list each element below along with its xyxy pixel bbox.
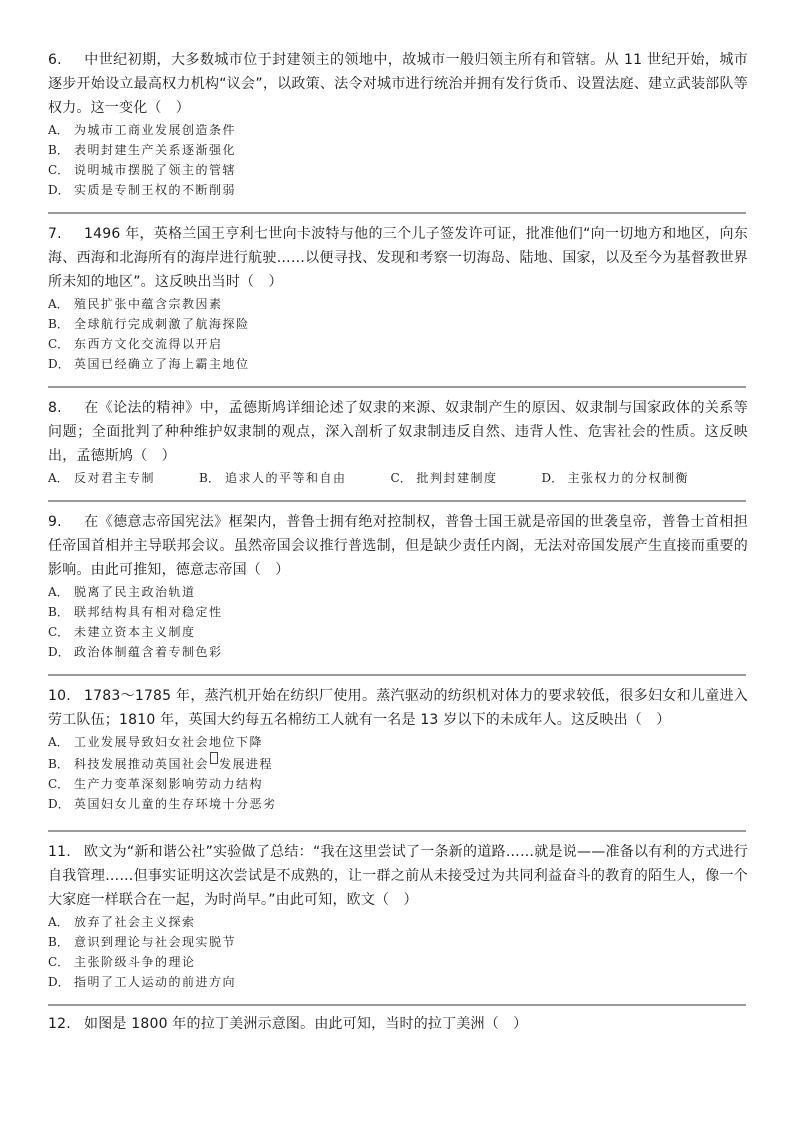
option-d[interactable]: D． 英国妇女儿童的生存环境十分恶劣 xyxy=(48,797,277,811)
question-stem: 如图是 1800 年的拉丁美洲示意图。由此可知，当时的拉丁美洲（ ） xyxy=(84,1016,528,1032)
option-list xyxy=(48,582,748,662)
question-9 xyxy=(48,510,748,662)
question-7 xyxy=(48,222,748,374)
question-divider xyxy=(48,386,746,388)
question-number: 8. xyxy=(48,400,62,416)
option-c[interactable]: C． 说明城市摆脱了领主的管辖 xyxy=(48,163,237,177)
question-11 xyxy=(48,840,748,992)
question-divider xyxy=(48,674,746,676)
option-d[interactable]: D． 政治体制蕴含着专制色彩 xyxy=(48,645,223,659)
option-list xyxy=(48,912,748,992)
option-list xyxy=(48,294,748,374)
option-list xyxy=(48,468,748,488)
question-number: 7. xyxy=(48,226,62,242)
question-12 xyxy=(48,1012,748,1036)
option-b[interactable]: B． 联邦结构具有相对稳定性 xyxy=(48,605,223,619)
option-d[interactable]: D． 英国已经确立了海上霸主地位 xyxy=(48,357,250,371)
missing-glyph-icon xyxy=(210,752,218,764)
option-a[interactable]: A． 工业发展导致妇女社会地位下降 xyxy=(48,735,264,749)
option-b[interactable]: B． 全球航行完成刺激了航海探险 xyxy=(48,317,250,331)
option-c[interactable]: C． 东西方文化交流得以开启 xyxy=(48,337,223,351)
question-stem: 1783～1785 年，蒸汽机开始在纺织厂使用。蒸汽驱动的纺织机对体力的要求较低，很多妇女和儿童进入劳工队伍；1810 年，英国大约每五名棉纺工人就有一名是 13 岁以下的未成年人。这反映出（ ） xyxy=(48,688,748,728)
option-a[interactable]: A． 为城市工商业发展创造条件 xyxy=(48,123,237,137)
option-a[interactable]: A． 殖民扩张中蕴含宗教因素 xyxy=(48,297,223,311)
question-10 xyxy=(48,684,748,814)
option-c[interactable]: C． 批判封建制度 xyxy=(390,471,498,485)
option-d[interactable]: D． 主张权力的分权制衡 xyxy=(541,471,690,485)
option-list xyxy=(48,120,748,200)
question-divider xyxy=(48,1004,746,1006)
option-a[interactable]: A． 反对君主专制 xyxy=(48,471,156,485)
question-stem: 中世纪初期，大多数城市位于封建领主的领地中，故城市一般归领主所有和管辖。从 11 世纪开始，城市逐步开始设立最高权力机构“议会”，以政策、法令对城市进行统治并拥有发行货币、设置法庭、建立武装部队等权力。这一变化（ ） xyxy=(48,52,748,116)
option-d[interactable]: D． 指明了工人运动的前进方向 xyxy=(48,975,237,989)
question-number: 9. xyxy=(48,514,62,530)
option-b[interactable]: B． 追求人的平等和自由 xyxy=(199,471,347,485)
question-number: 6. xyxy=(48,52,62,68)
option-c[interactable]: C． 未建立资本主义制度 xyxy=(48,625,196,639)
question-6 xyxy=(48,48,748,200)
question-number: 10. xyxy=(48,688,71,704)
option-list xyxy=(48,732,748,814)
option-c[interactable]: C． 生产力变革深刻影响劳动力结构 xyxy=(48,777,264,791)
option-a[interactable]: A． 放弃了社会主义探索 xyxy=(48,915,196,929)
option-b[interactable]: B． 科技发展推动英国社会 发展进程 xyxy=(48,752,748,774)
question-divider xyxy=(48,830,746,832)
option-b[interactable]: B． 意识到理论与社会现实脱节 xyxy=(48,935,237,949)
option-b[interactable]: B． 表明封建生产关系逐渐强化 xyxy=(48,143,237,157)
question-divider xyxy=(48,212,746,214)
option-c[interactable]: C． 主张阶级斗争的理论 xyxy=(48,955,196,969)
option-a[interactable]: A． 脱离了民主政治轨道 xyxy=(48,585,196,599)
question-stem: 在《论法的精神》中，孟德斯鸠详细论述了奴隶的来源、奴隶制产生的原因、奴隶制与国家政体的关系等问题；全面批判了种种维护奴隶制的观点，深入剖析了奴隶制违反自然、违背人性、危害社会的性质。这反映出，孟德斯鸠（ ） xyxy=(48,400,748,464)
question-divider xyxy=(48,500,746,502)
question-stem: 欧文为“新和谐公社”实验做了总结：“我在这里尝试了一条新的道路……就是说——准备以有利的方式进行自我管理……但事实证明这次尝试是不成熟的，让一群之前从未接受过为共同利益奋斗的教育的陌生人，像一个大家庭一样联合在一起，为时尚早。”由此可知，欧文（ ） xyxy=(48,844,748,908)
question-8 xyxy=(48,396,748,488)
question-number: 12. xyxy=(48,1016,71,1032)
question-stem: 1496 年，英格兰国王亨利七世向卡波特与他的三个儿子签发许可证，批准他们“向一切地方和地区，向东海、西海和北海所有的海岸进行航驶……以便寻找、发现和考察一切海岛、陆地、国家，以及至今为基督教世界所未知的地区”。这反映出当时（ ） xyxy=(48,226,748,290)
question-number: 11. xyxy=(48,844,71,860)
option-d[interactable]: D． 实质是专制王权的不断削弱 xyxy=(48,183,237,197)
question-stem: 在《德意志帝国宪法》框架内，普鲁士拥有绝对控制权，普鲁士国王就是帝国的世袭皇帝，普鲁士首相担任帝国首相并主导联邦会议。虽然帝国会议推行普选制，但是缺少责任内阁，无法对帝国发展产生直接而重要的影响。由此可推知，德意志帝国（ ） xyxy=(48,514,748,578)
